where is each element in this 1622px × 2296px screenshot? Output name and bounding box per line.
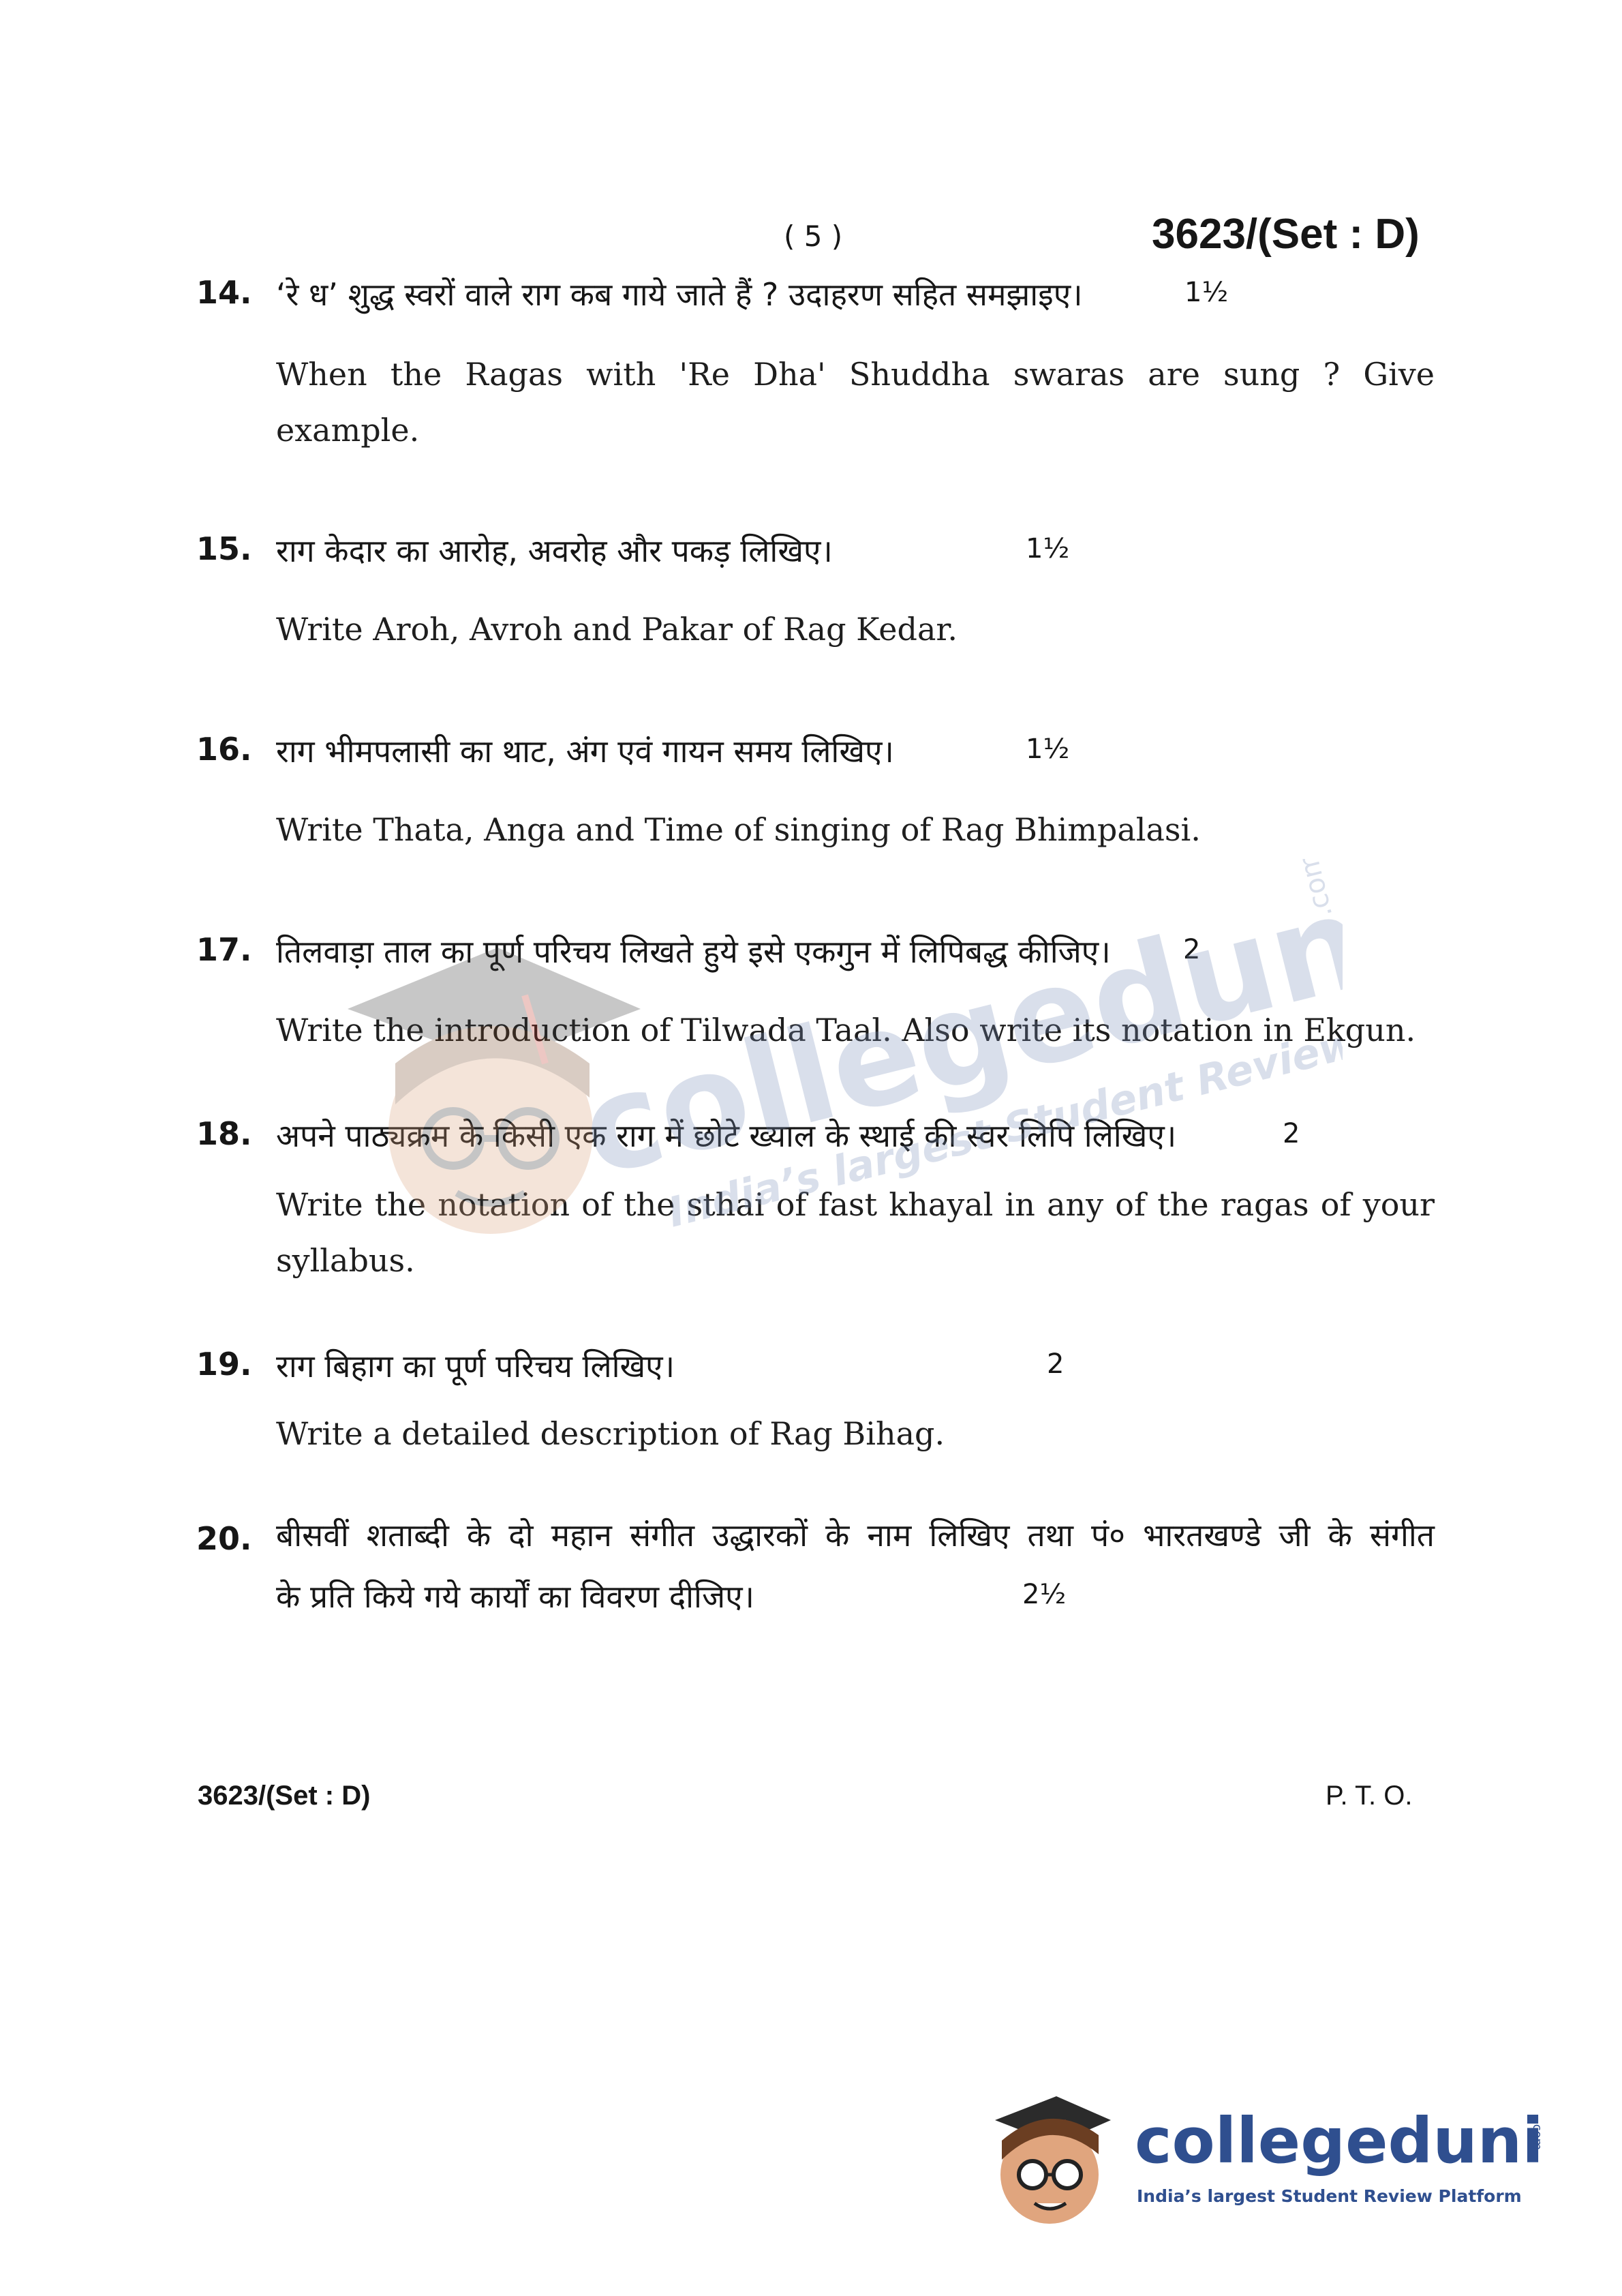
question-number: 18.	[196, 1115, 252, 1152]
page-number: ( 5 )	[784, 220, 843, 253]
question-hindi: तिलवाड़ा ताल का पूर्ण परिचय लिखते हुये इसे एकगुन में लिपिबद्ध कीजिए।	[276, 933, 1111, 970]
question-marks: 1½	[1026, 533, 1070, 564]
question-english: Write a detailed description of Rag Bihag.	[276, 1415, 945, 1452]
question-hindi: अपने पाठ्यक्रम के किसी एक राग में छोटे ख्याल के स्थाई की स्वर लिपि लिखिए।	[276, 1117, 1177, 1154]
question-marks: 2½	[1022, 1579, 1067, 1610]
question-hindi: ‘रे ध’ शुद्ध स्वरों वाले राग कब गाये जाते हैं ? उदाहरण सहित समझाइए।	[276, 276, 1083, 313]
pto-label: P. T. O.	[1326, 1781, 1413, 1811]
question-number: 19.	[196, 1346, 252, 1383]
question-marks: 2	[1283, 1118, 1300, 1149]
question-marks: 2	[1047, 1348, 1065, 1380]
question-number: 16.	[196, 731, 252, 768]
question-hindi: राग बिहाग का पूर्ण परिचय लिखिए।	[276, 1348, 675, 1385]
question-marks: 2	[1183, 934, 1201, 965]
watermark-tagline: India’s largest Student Review	[663, 1019, 1343, 1237]
question-marks: 1½	[1026, 734, 1070, 765]
question-number: 20.	[196, 1520, 252, 1557]
question-english: Write Thata, Anga and Time of singing of Rag Bhimpalasi.	[276, 811, 1201, 848]
question-english: Write the introduction of Tilwada Taal. Also write its notation in Ekgun.	[276, 1012, 1416, 1048]
logo-brand: collegeduni	[1135, 2104, 1540, 2177]
question-hindi: राग भीमपलासी का थाट, अंग एवं गायन समय लिखिए।	[276, 733, 894, 770]
question-hindi: राग केदार का आरोह, अवरोह और पकड़ लिखिए।	[276, 532, 833, 569]
watermark-suffix: .com	[1291, 859, 1339, 921]
question-number: 14.	[196, 274, 252, 311]
question-marks: 1½	[1184, 277, 1229, 308]
collegedunia-logo	[981, 2079, 1540, 2236]
question-hindi-line2: के प्रति किये गये कार्यों का विवरण दीजिए।	[276, 1578, 754, 1615]
paper-code-header: 3623/(Set : D)	[1152, 211, 1420, 258]
logo-tagline: India’s largest Student Review Platform	[1137, 2186, 1522, 2206]
question-number: 17.	[196, 931, 252, 968]
question-english: Write Aroh, Avroh and Pakar of Rag Kedar.	[276, 611, 958, 648]
mascot-icon	[995, 2096, 1111, 2224]
logo-suffix: .com	[1530, 2120, 1540, 2151]
paper-code-footer: 3623/(Set : D)	[198, 1781, 371, 1811]
question-english: When the Ragas with 'Re Dha' Shuddha swaras are sung ? Give example.	[276, 356, 1435, 449]
question-number: 15.	[196, 530, 252, 567]
logo-graphic	[981, 2079, 1540, 2236]
question-hindi-line1: बीसवीं शताब्दी के दो महान संगीत उद्धारकों के नाम लिखिए तथा पं० भारतखण्डे जी के संगीत	[276, 1517, 1435, 1554]
question-english: Write the notation of the sthai of fast khayal in any of the ragas of your syllabus.	[276, 1186, 1435, 1279]
watermark-brand: collegedunia	[567, 859, 1343, 1206]
